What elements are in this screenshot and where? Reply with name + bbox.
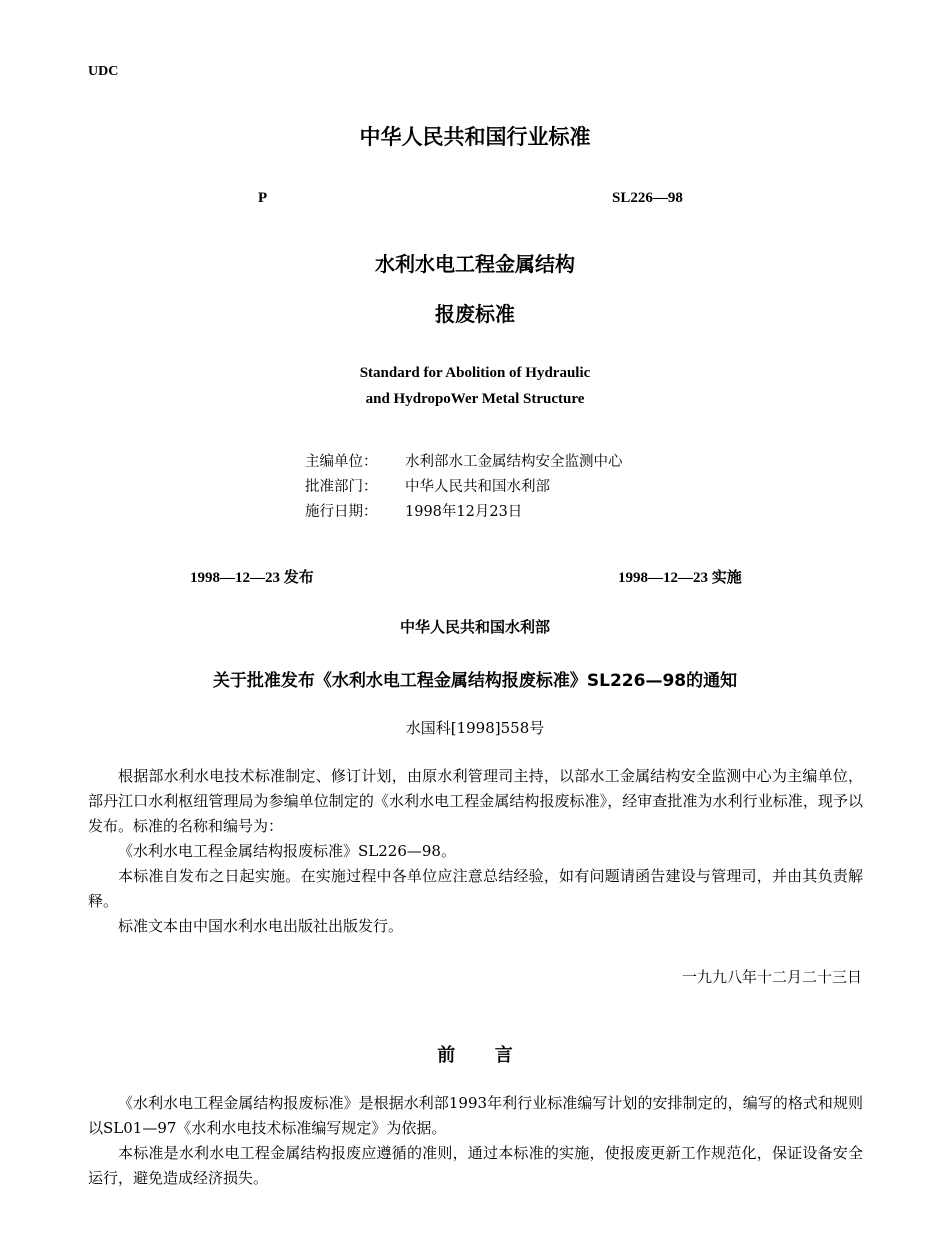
- english-title-line1: Standard for Abolition of Hydraulic: [359, 365, 591, 381]
- info-row-editor: [305, 450, 623, 471]
- info-row-approver: [305, 475, 550, 496]
- notice-paragraph: 标准文本由中国水利水电出版社出版发行。: [118, 917, 404, 935]
- main-title-line2: 报废标准: [435, 302, 515, 326]
- info-value: 水利部水工金属结构安全监测中心: [405, 454, 623, 470]
- foreword-paragraph: 《水利水电工程金属结构报废标准》是根据水利部1993年利行业标准编写计划的安排制定的，编写的格式和规则以SL01—97《水利水电技术标准编写规定》为依据。: [88, 1094, 863, 1137]
- info-label: 施行日期：: [305, 504, 378, 520]
- udc-label: UDC: [88, 64, 119, 79]
- info-row-effective-date: [305, 500, 522, 521]
- notice-paragraph: 根据部水利水电技术标准制定、修订计划，由原水利管理司主持，以部水工金属结构安全监测中心为主编单位，部丹江口水利枢纽管理局为参编单位制定的《水利水电工程金属结构报废标准》，经审查批准为水利行业标准，现予以发布。标准的名称和编号为：: [88, 767, 863, 835]
- notice-issuer: 中华人民共和国水利部: [399, 618, 550, 636]
- notice-title: 关于批准发布《水利水电工程金属结构报废标准》SL226—98的通知: [212, 671, 738, 691]
- release-date: 1998—12—23 发布: [190, 570, 314, 586]
- english-title-line2: and HydropoWer Metal Structure: [365, 391, 585, 407]
- info-value: 中华人民共和国水利部: [405, 479, 550, 495]
- notice-document-number: 水国科[1998]558号: [405, 719, 545, 737]
- standard-number: SL226—98: [612, 190, 683, 206]
- foreword-heading: 前言: [437, 1045, 553, 1066]
- notice-paragraph: 本标准自发布之日起实施。在实施过程中各单位应注意总结经验，如有问题请函告建设与管理司，并由其负责解释。: [88, 867, 863, 910]
- foreword-paragraph: 本标准是水利水电工程金属结构报废应遵循的准则，通过本标准的实施，使报废更新工作规范化，保证设备安全运行，避免造成经济损失。: [88, 1144, 863, 1187]
- main-title-line1: 水利水电工程金属结构: [375, 252, 575, 276]
- standard-type-heading: 中华人民共和国行业标准: [359, 125, 591, 149]
- info-label: 主编单位：: [305, 454, 378, 470]
- info-value: 1998年12月23日: [405, 504, 523, 520]
- effective-date: 1998—12—23 实施: [618, 570, 742, 586]
- classification-code: P: [258, 190, 268, 206]
- info-label: 批准部门：: [305, 479, 378, 495]
- notice-paragraph: 《水利水电工程金属结构报废标准》SL226—98。: [118, 842, 456, 860]
- notice-sign-date: 一九九八年十二月二十三日: [681, 968, 862, 986]
